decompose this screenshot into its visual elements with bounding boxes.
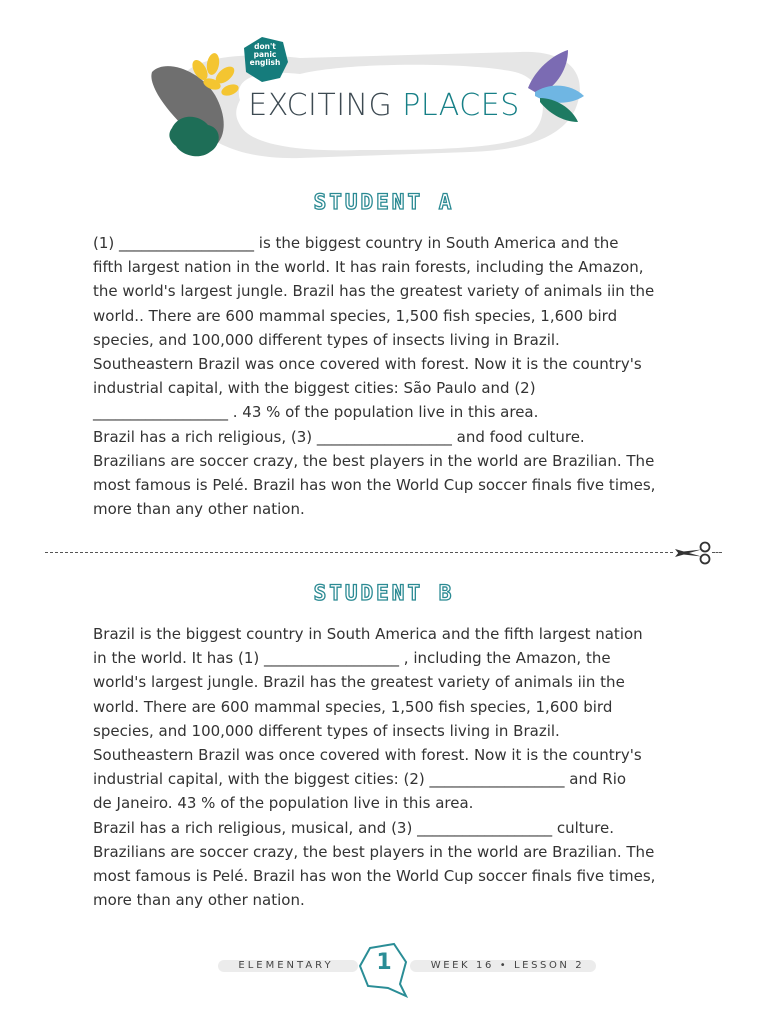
- text-line: more than any other nation.: [93, 500, 305, 519]
- page-number: 1: [376, 950, 392, 975]
- header-banner: [0, 0, 768, 175]
- text-line: world. There are 600 mammal species, 1,500 fish species, 1,600 bird: [93, 697, 613, 716]
- text-line: fifth largest nation in the world. It has rain forests, including the Amazon,: [93, 258, 644, 277]
- title-word-2: PLACES: [402, 88, 520, 123]
- student-b-paragraph: [93, 622, 693, 912]
- text-line: most famous is Pelé. Brazil has won the World Cup soccer finals five times,: [93, 476, 656, 495]
- text-line: industrial capital, with the biggest cities: (2) __________________ and Rio: [93, 770, 627, 789]
- text-line: Brazil has a rich religious, (3) __________________ and food culture.: [93, 427, 585, 446]
- cut-line-end: [712, 552, 722, 553]
- logo-line-3: english: [249, 58, 281, 67]
- text-line: Brazilians are soccer crazy, the best players in the world are Brazilian. The: [93, 842, 655, 861]
- text-line: world's largest jungle. Brazil has the greatest variety of animals iin the: [93, 673, 625, 692]
- text-line: world.. There are 600 mammal species, 1,500 fish species, 1,600 bird: [93, 306, 618, 325]
- student-a-paragraph: [93, 231, 693, 521]
- text-line: more than any other nation.: [93, 891, 305, 910]
- text-line: the world's largest jungle. Brazil has the greatest variety of animals iin the: [93, 282, 655, 301]
- footer-level: ELEMENTARY: [238, 960, 334, 971]
- text-line: Southeastern Brazil was once covered with forest. Now it is the country's: [93, 746, 642, 765]
- text-line: in the world. It has (1) __________________ , including the Amazon, the: [93, 649, 611, 668]
- text-line: species, and 100,000 different types of insects living in Brazil.: [93, 330, 560, 349]
- student-b-heading: STUDENT B: [313, 581, 455, 605]
- text-line: species, and 100,000 different types of insects living in Brazil.: [93, 721, 560, 740]
- text-line: de Janeiro. 43 % of the population live in this area.: [93, 794, 474, 813]
- title-word-1: EXCITING: [248, 88, 393, 123]
- text-line: Southeastern Brazil was once covered with forest. Now it is the country's: [93, 355, 642, 374]
- footer-lesson: WEEK 16 • LESSON 2: [430, 960, 585, 971]
- student-a-heading: STUDENT A: [313, 190, 455, 214]
- text-line: Brazil has a rich religious, musical, and (3) __________________ culture.: [93, 818, 615, 837]
- logo: [243, 43, 287, 67]
- logo-line-1: don't: [254, 42, 276, 51]
- logo-line-2: panic: [253, 50, 277, 59]
- text-line: most famous is Pelé. Brazil has won the World Cup soccer finals five times,: [93, 867, 656, 886]
- cut-line: [45, 552, 673, 553]
- text-line: Brazilians are soccer crazy, the best players in the world are Brazilian. The: [93, 451, 655, 470]
- text-line: industrial capital, with the biggest cities: São Paulo and (2): [93, 379, 536, 398]
- text-line: Brazil is the biggest country in South America and the fifth largest nation: [93, 625, 643, 643]
- text-line: __________________ . 43 % of the population live in this area.: [93, 403, 539, 422]
- scissors-icon: [673, 541, 713, 565]
- text-line: (1) __________________ is the biggest country in South America and the: [93, 234, 619, 252]
- page-title: [0, 88, 768, 123]
